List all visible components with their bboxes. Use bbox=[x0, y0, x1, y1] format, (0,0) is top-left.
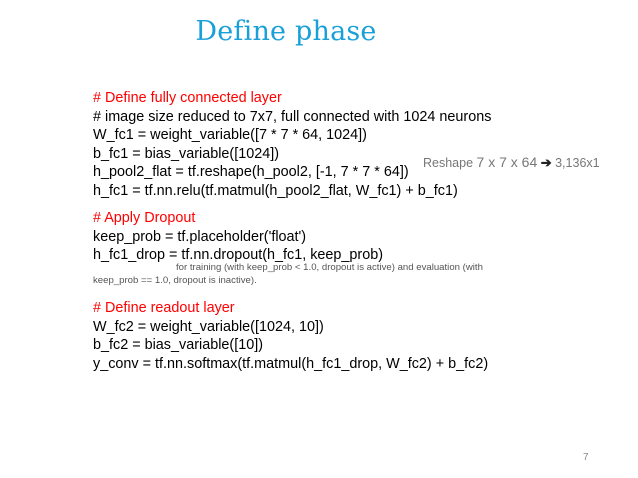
readout-code-block bbox=[93, 299, 488, 373]
page-number: 7 bbox=[583, 452, 589, 463]
reshape-result: 3,136x1 bbox=[555, 156, 600, 170]
code-line: h_fc1_drop = tf.nn.dropout(h_fc1, keep_prob) bbox=[93, 247, 384, 263]
dropout-note-line1: for training (with keep_prob < 1.0, dropout is active) and evaluation (with bbox=[176, 262, 483, 273]
code-line: h_fc1 = tf.nn.relu(tf.matmul(h_pool2_flat, W_fc1) + b_fc1) bbox=[93, 182, 458, 199]
code-line: h_pool2_flat = tf.reshape(h_pool2, [-1, 7 * 7 * 64]) bbox=[93, 164, 409, 180]
right-arrow-icon: ➔ bbox=[540, 155, 552, 170]
readout-comment: # Define readout layer bbox=[93, 300, 235, 316]
reshape-word: Reshape bbox=[423, 156, 474, 170]
code-line: keep_prob = tf.placeholder('float') bbox=[93, 228, 307, 245]
dropout-comment: # Apply Dropout bbox=[93, 210, 196, 226]
slide-title: Define phase bbox=[195, 16, 377, 47]
reshape-dims: 7 x 7 x 64 bbox=[476, 154, 538, 170]
code-line: W_fc1 = weight_variable([7 * 7 * 64, 1024]) bbox=[93, 127, 367, 143]
code-line: W_fc2 = weight_variable([1024, 10]) bbox=[93, 318, 324, 335]
code-line: # image size reduced to 7x7, full connected with 1024 neurons bbox=[93, 108, 492, 125]
code-line: b_fc2 = bias_variable([10]) bbox=[93, 337, 263, 353]
dropout-code-block bbox=[93, 209, 383, 265]
fc-code-block bbox=[93, 89, 491, 200]
fc-comment: # Define fully connected layer bbox=[93, 90, 282, 106]
code-line: b_fc1 = bias_variable([1024]) bbox=[93, 145, 279, 162]
reshape-annotation bbox=[423, 154, 600, 171]
dropout-note-line2: keep_prob == 1.0, dropout is inactive). bbox=[93, 275, 257, 286]
code-line: y_conv = tf.nn.softmax(tf.matmul(h_fc1_drop, W_fc2) + b_fc2) bbox=[93, 355, 489, 372]
